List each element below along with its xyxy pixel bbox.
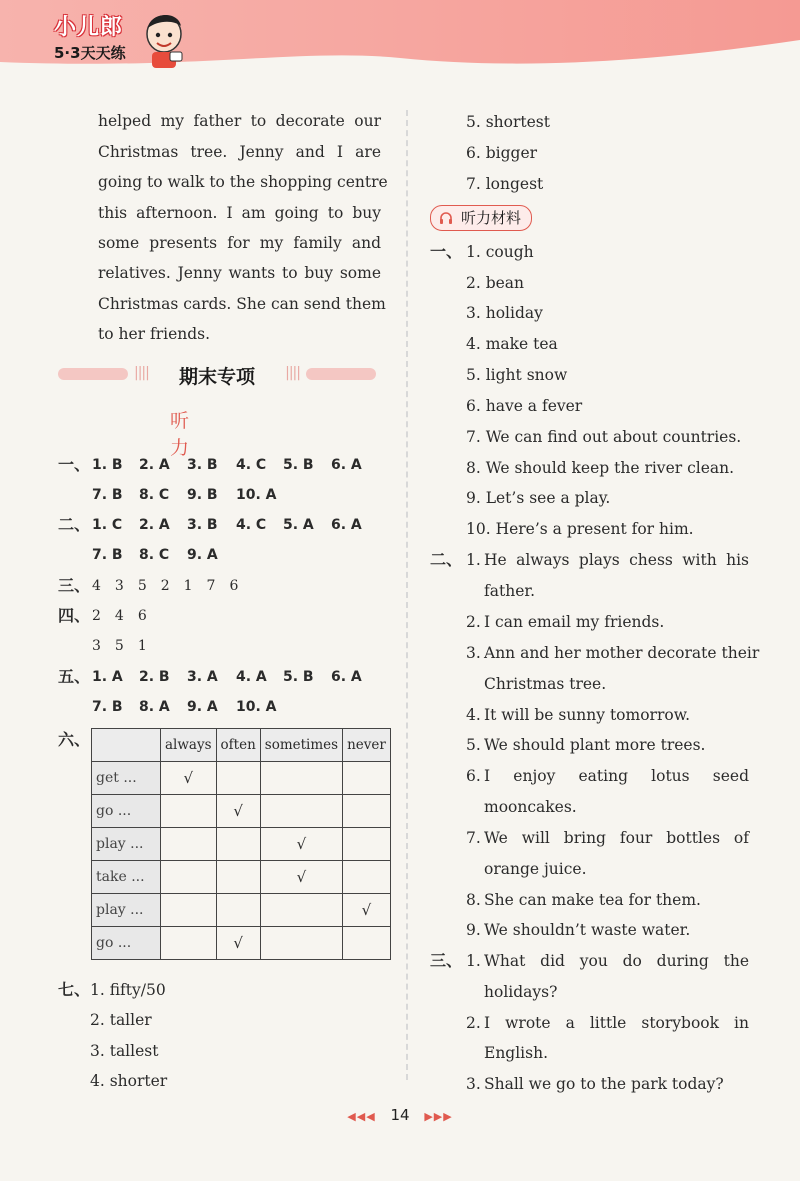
right-arrows-icon: ▶▶▶ bbox=[424, 1110, 453, 1123]
headphones-icon bbox=[439, 211, 453, 225]
row-label: go ... bbox=[92, 927, 161, 960]
passage-line: this afternoon. I am going to buy bbox=[98, 204, 381, 222]
listening-item: 4. make tea bbox=[466, 335, 558, 353]
listening-sentence: mooncakes. bbox=[484, 798, 577, 816]
item-number: 9. bbox=[466, 921, 481, 939]
table-header-cell bbox=[92, 729, 161, 762]
check-cell bbox=[260, 927, 342, 960]
listening-item: 7. We can find out about countries. bbox=[466, 428, 742, 446]
item-number: 1. bbox=[466, 952, 481, 970]
answer: 2. A bbox=[139, 517, 170, 533]
answer: 7. longest bbox=[466, 175, 544, 193]
listening-item: 9. Let’s see a play. bbox=[466, 489, 611, 507]
check-cell bbox=[343, 795, 391, 828]
check-cell bbox=[343, 762, 391, 795]
answer: 5. shortest bbox=[466, 113, 550, 131]
answer: 5. B bbox=[283, 457, 314, 473]
check-cell bbox=[260, 894, 342, 927]
answer: 6. A bbox=[331, 669, 362, 685]
item-number: 2. bbox=[466, 613, 481, 631]
passage-line: going to walk to the shopping centre bbox=[98, 173, 388, 191]
listening-sentence: It will be sunny tomorrow. bbox=[484, 706, 691, 724]
check-cell bbox=[216, 894, 260, 927]
row-label: take ... bbox=[92, 861, 161, 894]
answer: 9. A bbox=[187, 547, 218, 563]
row-label: play ... bbox=[92, 828, 161, 861]
answer: 5. A bbox=[283, 517, 314, 533]
answer: 10. A bbox=[236, 487, 277, 503]
check-cell bbox=[260, 795, 342, 828]
check-cell bbox=[216, 861, 260, 894]
listening-sentence: We will bring four bottles of bbox=[484, 829, 749, 847]
section-label: 五、 bbox=[58, 667, 91, 686]
answer: 5. B bbox=[283, 669, 314, 685]
check-cell: √ bbox=[161, 762, 217, 795]
page-number: 14 bbox=[390, 1106, 410, 1124]
section-label: 二、 bbox=[430, 550, 463, 569]
section-label: 一、 bbox=[58, 455, 91, 474]
check-cell bbox=[216, 762, 260, 795]
answer: 4. shorter bbox=[90, 1072, 168, 1090]
listening-item: 6. have a fever bbox=[466, 397, 583, 415]
listening-material-label: 听力材料 bbox=[461, 209, 522, 227]
listening-item: 2. bean bbox=[466, 274, 525, 292]
row-label: get ... bbox=[92, 762, 161, 795]
answer: 6. bigger bbox=[466, 144, 538, 162]
table-row bbox=[92, 861, 391, 894]
answer: 2. A bbox=[139, 457, 170, 473]
listening-sentence: I enjoy eating lotus seed bbox=[484, 767, 749, 785]
answer: 8. C bbox=[139, 487, 170, 503]
listening-item: 1. cough bbox=[466, 243, 534, 261]
answer: 8. A bbox=[139, 699, 170, 715]
answer-sequence: 3 5 1 bbox=[92, 638, 147, 654]
table-header-cell: often bbox=[216, 729, 260, 762]
check-cell bbox=[161, 861, 217, 894]
table-header-row bbox=[92, 729, 391, 762]
check-cell bbox=[343, 927, 391, 960]
check-cell bbox=[161, 894, 217, 927]
answer-sequence: 4 3 5 2 1 7 6 bbox=[92, 578, 239, 594]
check-cell: √ bbox=[216, 927, 260, 960]
answer: 2. taller bbox=[90, 1011, 152, 1029]
logo bbox=[50, 6, 190, 74]
listening-sentence: We shouldn’t waste water. bbox=[484, 921, 691, 939]
listening-sentence: What did you do during the bbox=[484, 952, 749, 970]
check-cell bbox=[216, 828, 260, 861]
item-number: 1. bbox=[466, 551, 481, 569]
check-cell bbox=[161, 828, 217, 861]
section-label: 二、 bbox=[58, 515, 91, 534]
item-number: 2. bbox=[466, 1014, 481, 1032]
banner-ticks-right: |||| bbox=[285, 365, 300, 381]
check-cell bbox=[161, 795, 217, 828]
answer: 6. A bbox=[331, 517, 362, 533]
section-label: 三、 bbox=[430, 951, 463, 970]
row-label: go ... bbox=[92, 795, 161, 828]
answer: 4. C bbox=[236, 457, 267, 473]
answer: 9. A bbox=[187, 699, 218, 715]
listening-sentence: I can email my friends. bbox=[484, 613, 665, 631]
mascot-icon bbox=[140, 8, 188, 70]
table-row bbox=[92, 828, 391, 861]
passage-line: to her friends. bbox=[98, 325, 211, 343]
logo-title: 小儿郎 bbox=[54, 15, 124, 40]
check-cell bbox=[260, 762, 342, 795]
answer: 3. tallest bbox=[90, 1042, 159, 1060]
section-label: 六、 bbox=[58, 730, 91, 749]
answer: 10. A bbox=[236, 699, 277, 715]
listening-item: 10. Here’s a present for him. bbox=[466, 520, 694, 538]
table-header-cell: sometimes bbox=[260, 729, 342, 762]
item-number: 7. bbox=[466, 829, 481, 847]
table-header-cell: never bbox=[343, 729, 391, 762]
item-number: 3. bbox=[466, 644, 481, 662]
page-footer bbox=[0, 1106, 800, 1124]
column-divider bbox=[406, 110, 408, 1080]
table-row bbox=[92, 927, 391, 960]
answer: 1. C bbox=[92, 517, 123, 533]
answer: 7. B bbox=[92, 547, 123, 563]
answer: 2. B bbox=[139, 669, 170, 685]
listening-item: 3. holiday bbox=[466, 304, 543, 322]
answer: 7. B bbox=[92, 699, 123, 715]
section-label: 三、 bbox=[58, 576, 91, 595]
banner-ticks-left: |||| bbox=[134, 365, 149, 381]
listening-sentence: We should plant more trees. bbox=[484, 736, 706, 754]
answer: 3. B bbox=[187, 457, 218, 473]
listening-sentence: holidays? bbox=[484, 983, 558, 1001]
table-header-cell: always bbox=[161, 729, 217, 762]
listening-sentence: She can make tea for them. bbox=[484, 891, 701, 909]
banner-bar-right bbox=[306, 368, 376, 380]
check-cell: √ bbox=[216, 795, 260, 828]
listening-sentence: He always plays chess with his bbox=[484, 551, 749, 569]
check-cell bbox=[343, 861, 391, 894]
answer: 1. B bbox=[92, 457, 123, 473]
item-number: 4. bbox=[466, 706, 481, 724]
table-row bbox=[92, 762, 391, 795]
check-cell: √ bbox=[260, 828, 342, 861]
listening-item: 5. light snow bbox=[466, 366, 568, 384]
answer: 9. B bbox=[187, 487, 218, 503]
check-cell: √ bbox=[260, 861, 342, 894]
answer: 4. A bbox=[236, 669, 267, 685]
passage-line: Christmas tree. Jenny and I are bbox=[98, 143, 381, 161]
listening-material-tag bbox=[430, 205, 532, 231]
item-number: 6. bbox=[466, 767, 481, 785]
section-subtitle: 听力 bbox=[170, 410, 234, 459]
answer: 4. C bbox=[236, 517, 267, 533]
row-label: play ... bbox=[92, 894, 161, 927]
table-row bbox=[92, 795, 391, 828]
item-number: 5. bbox=[466, 736, 481, 754]
check-cell bbox=[343, 828, 391, 861]
passage-line: some presents for my family and bbox=[98, 234, 381, 252]
left-arrows-icon: ◀◀◀ bbox=[347, 1110, 376, 1123]
listening-sentence: Christmas tree. bbox=[484, 675, 607, 693]
logo-subtitle: 5·3天天练 bbox=[54, 44, 126, 62]
passage-line: Christmas cards. She can send them bbox=[98, 295, 386, 313]
listening-item: 8. We should keep the river clean. bbox=[466, 459, 735, 477]
answer: 1. fifty/50 bbox=[90, 981, 166, 999]
check-cell bbox=[161, 927, 217, 960]
passage-line: helped my father to decorate our bbox=[98, 112, 381, 130]
answer-sequence: 2 4 6 bbox=[92, 608, 147, 624]
banner-title: 期末专项 bbox=[178, 366, 255, 388]
check-cell: √ bbox=[343, 894, 391, 927]
answer: 3. A bbox=[187, 669, 218, 685]
section-label: 七、 bbox=[58, 980, 91, 999]
section-label: 一、 bbox=[430, 242, 463, 261]
answer: 8. C bbox=[139, 547, 170, 563]
item-number: 3. bbox=[466, 1075, 481, 1093]
listening-sentence: I wrote a little storybook in bbox=[484, 1014, 749, 1032]
section-label: 四、 bbox=[58, 606, 91, 625]
listening-sentence: Shall we go to the park today? bbox=[484, 1075, 724, 1093]
listening-sentence: orange juice. bbox=[484, 860, 587, 878]
listening-sentence: English. bbox=[484, 1044, 548, 1062]
item-number: 8. bbox=[466, 891, 481, 909]
answer: 6. A bbox=[331, 457, 362, 473]
section-banner bbox=[58, 362, 376, 386]
listening-sentence: father. bbox=[484, 582, 535, 600]
table-row bbox=[92, 894, 391, 927]
passage-line: relatives. Jenny wants to buy some bbox=[98, 264, 381, 282]
answer: 7. B bbox=[92, 487, 123, 503]
frequency-table bbox=[91, 728, 391, 960]
listening-sentence: Ann and her mother decorate their bbox=[484, 644, 760, 662]
answer: 3. B bbox=[187, 517, 218, 533]
answer: 1. A bbox=[92, 669, 123, 685]
